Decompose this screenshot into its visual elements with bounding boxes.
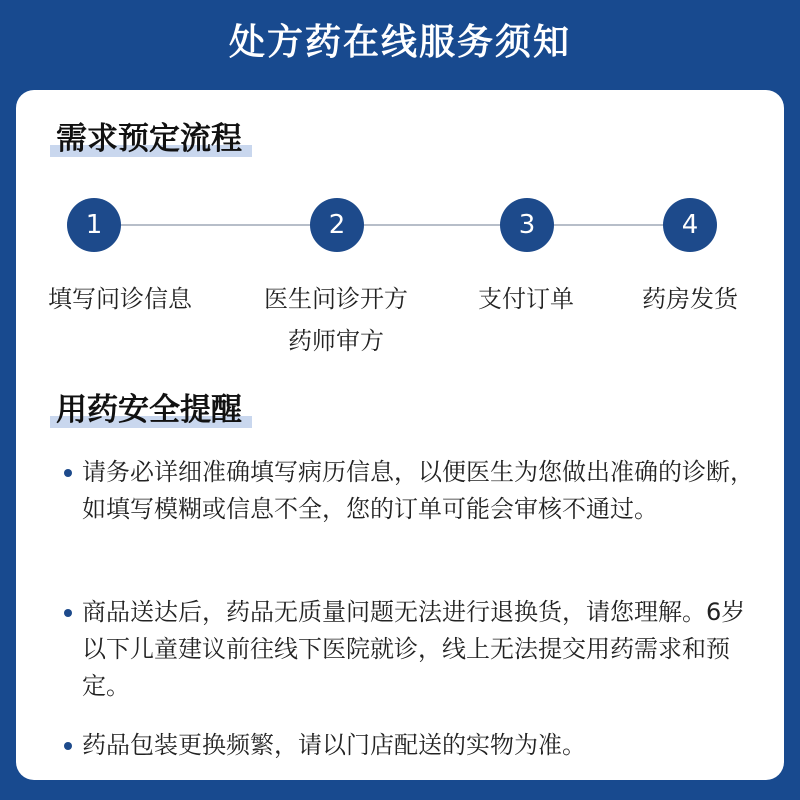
step-3-label-text: 支付订单 [478, 285, 574, 313]
step-4-label [590, 278, 790, 320]
page-title: 处方药在线服务须知 [228, 22, 571, 63]
step-2-circle: 2 [310, 198, 364, 252]
step-4-label-text: 药房发货 [642, 285, 738, 313]
safety-item-2: 商品送达后，药品无质量问题无法进行退换货，请您理解。6岁以下儿童建议前往线下医院就诊，线上无法提交用药需求和预定。 [82, 598, 746, 700]
step-4-circle: 4 [663, 198, 717, 252]
step-1-label-text: 填写问诊信息 [48, 285, 192, 313]
step-1-circle: 1 [67, 198, 121, 252]
step-2-label [236, 278, 436, 362]
safety-item-1: 请务必详细准确填写病历信息，以便医生为您做出准确的诊断，如填写模糊或信息不全，您的订单可能会审核不通过。 [82, 458, 754, 523]
bullet-dot-icon [64, 742, 72, 750]
step-1-label [20, 278, 220, 320]
steps-connector-line [104, 224, 690, 226]
step-3-circle: 3 [500, 198, 554, 252]
step-2-label-text: 医生问诊开方 药师审方 [264, 285, 408, 355]
bullet-dot-icon [64, 469, 72, 477]
safety-heading-text: 用药安全提醒 [56, 392, 242, 428]
notice-card [16, 90, 784, 780]
safety-item-3: 药品包装更换频繁，请以门店配送的实物为准。 [82, 731, 586, 759]
process-heading [56, 113, 242, 158]
safety-heading [56, 384, 242, 429]
bullet-dot-icon [64, 609, 72, 617]
process-heading-text: 需求预定流程 [56, 121, 242, 157]
